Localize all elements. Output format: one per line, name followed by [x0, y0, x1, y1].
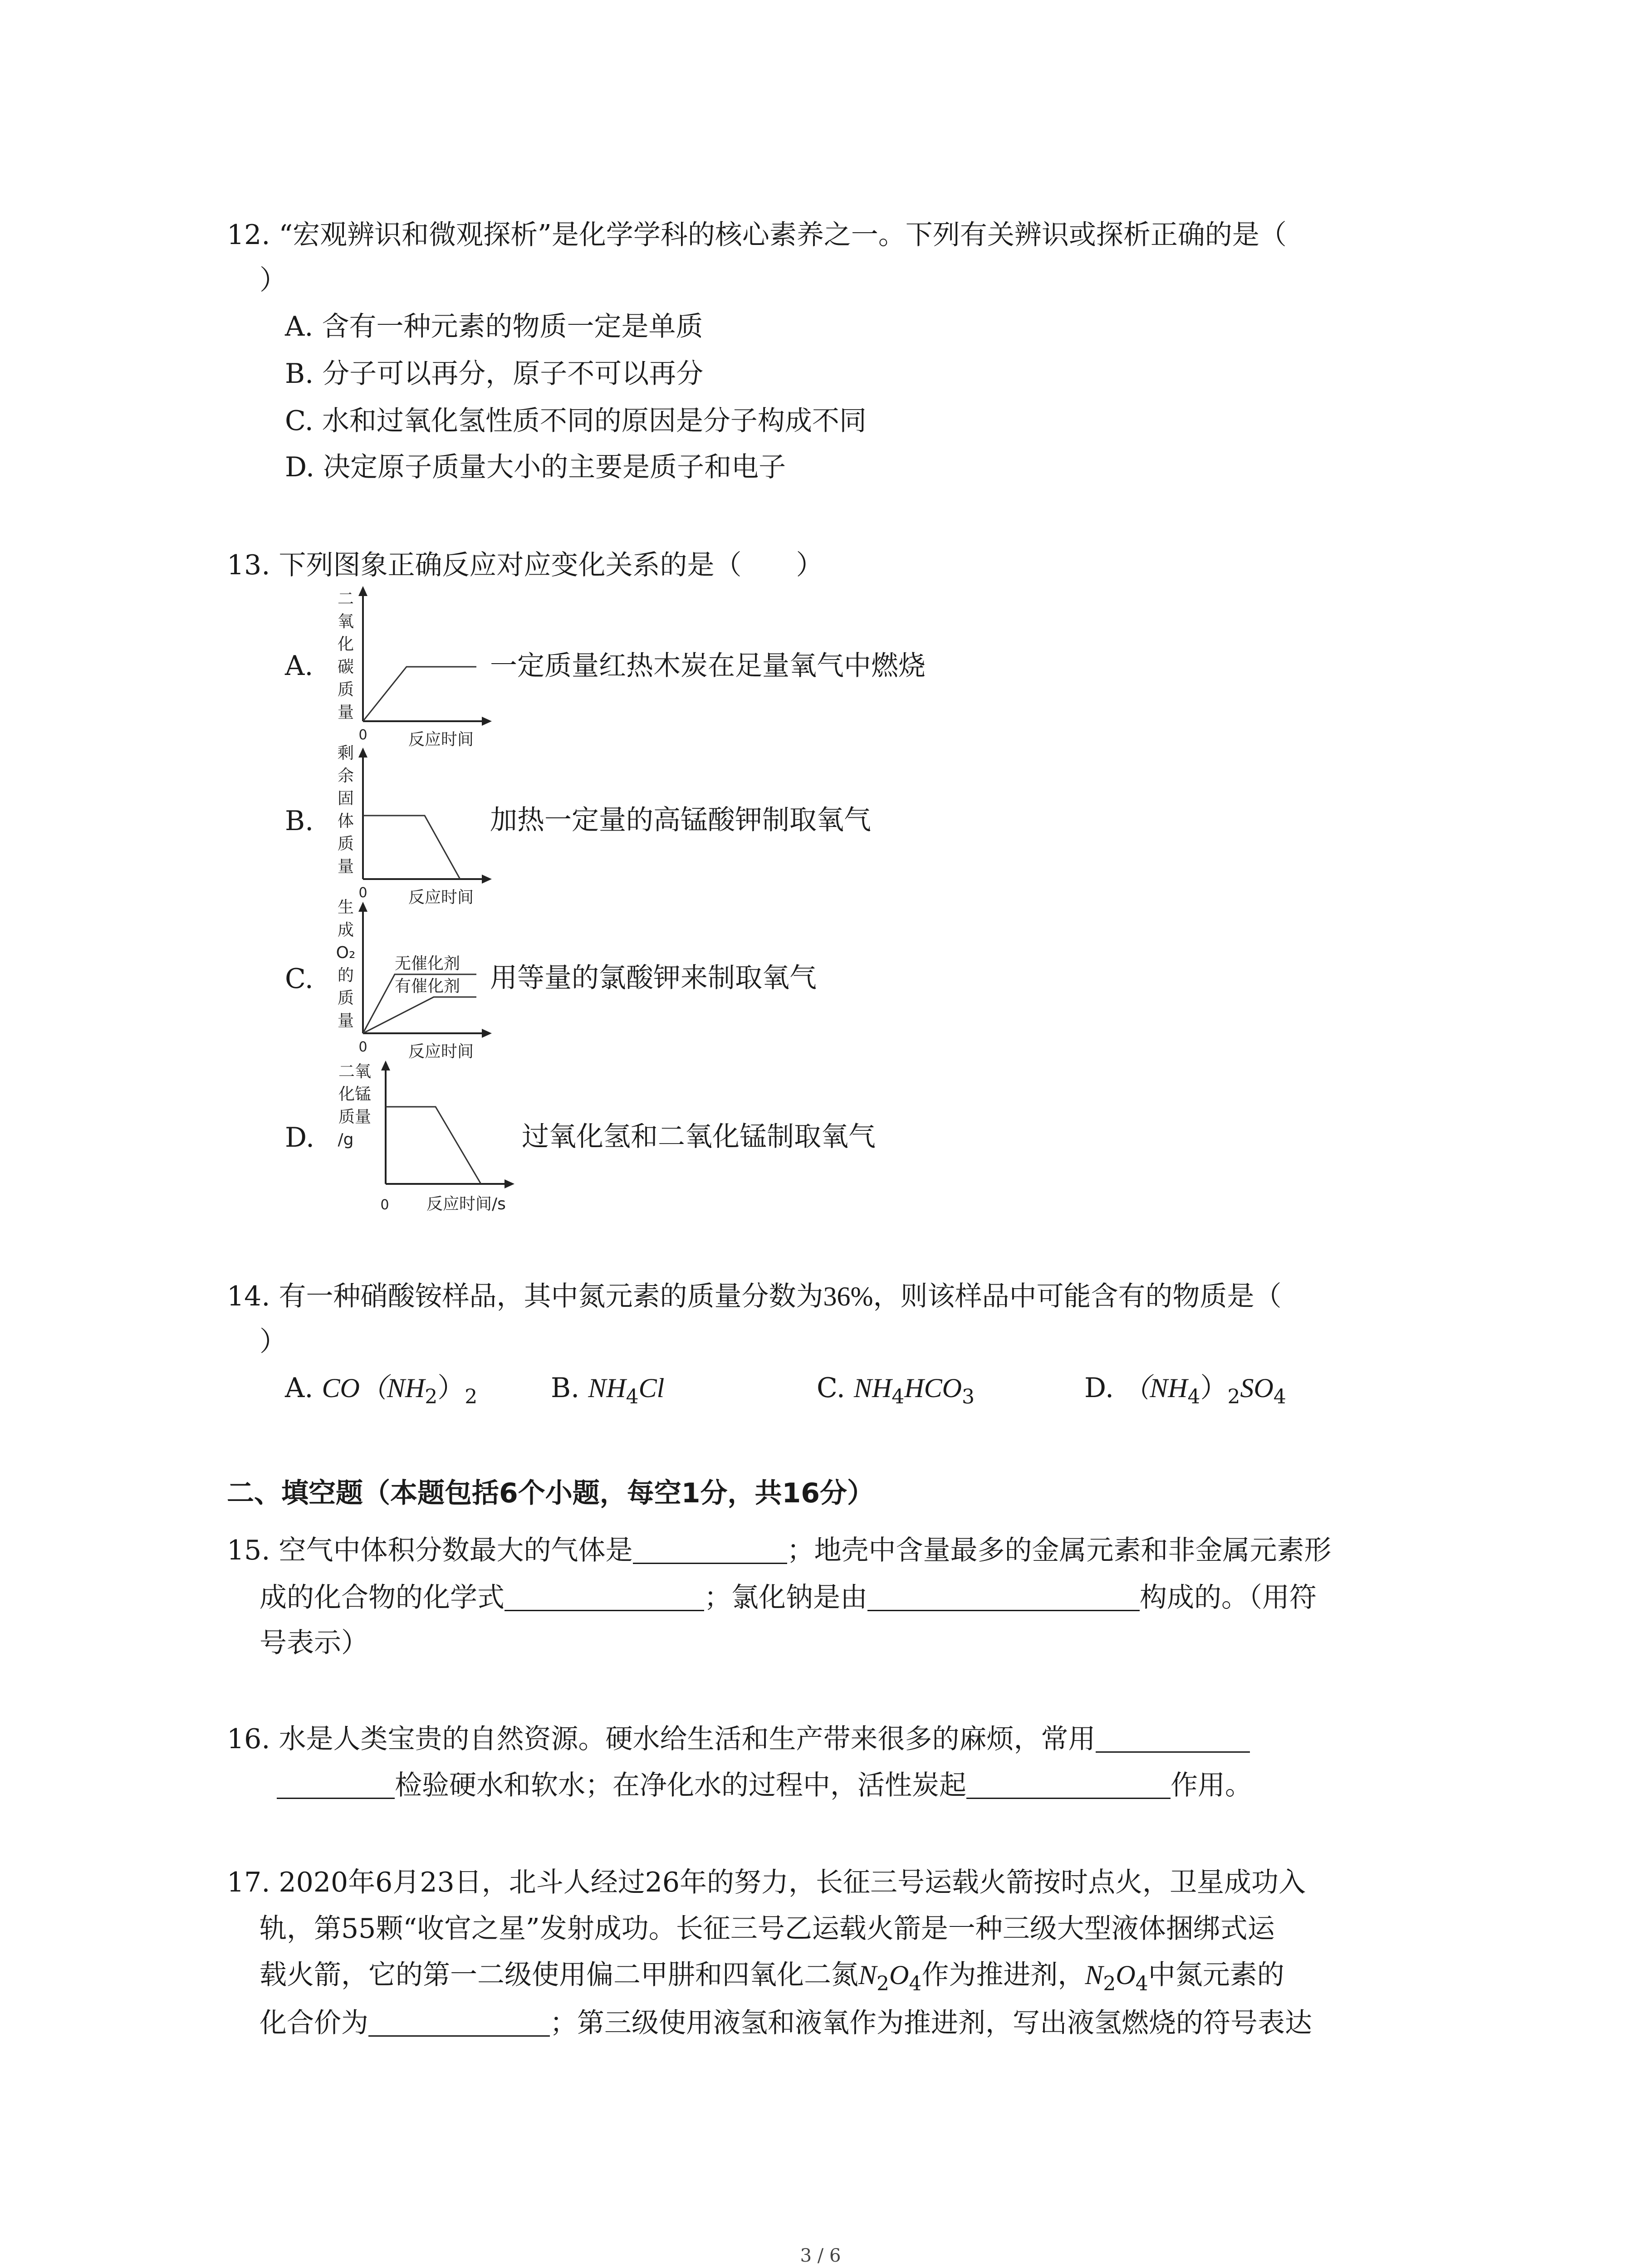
- x-axis-arrow: [482, 717, 492, 726]
- y-axis-label: [338, 744, 354, 876]
- q14-stem-line1: 14. 有一种硝酸铵样品，其中氮元素的质量分数为36%，则该样品中可能含有的物质是（: [227, 1281, 1282, 1312]
- q14-option-c: C. $NH_4HCO_3$: [817, 1372, 975, 1408]
- x-axis-arrow: [505, 1179, 514, 1188]
- svg-text:质量: 质量: [338, 1108, 372, 1126]
- q15-line1: 15. 空气中体积分数最大的气体是 ；地壳中含量最多的金属元素和非金属元素形: [227, 1535, 1332, 1566]
- q17-line3: 载火箭，它的第一二级使用偏二甲肼和四氧化二氮$N_2O_4$作为推进剂，$N_2O_4$中氮元素的: [260, 1959, 1284, 1995]
- q14-option-a: A. $CO(NH_2)_2$: [285, 1372, 478, 1408]
- svg-text:成: 成: [337, 921, 354, 939]
- svg-text:质: 质: [337, 680, 354, 699]
- q13-option-a-letter: A.: [285, 650, 314, 682]
- q16-line2: 检验硬水和软水；在净化水的过程中，活性炭起 作用。: [277, 1767, 1252, 1804]
- svg-text:生: 生: [337, 898, 354, 917]
- q14-option-d: D. $(NH_4)_2SO_4$: [1084, 1372, 1286, 1408]
- q13-graph-c: [327, 889, 499, 1061]
- x-axis-label: 反应时间: [408, 888, 474, 907]
- q13-option-d-letter: D.: [285, 1122, 315, 1154]
- q13-option-b-desc: 加热一定量的高锰酸钾制取氧气: [490, 804, 871, 836]
- x-axis-label: 反应时间: [408, 730, 474, 749]
- x-axis-label: 反应时间/s: [426, 1195, 506, 1213]
- y-axis-arrow: [381, 1061, 390, 1070]
- curve-label-with-catalyst: 有催化剂: [395, 977, 460, 996]
- svg-text:固: 固: [337, 789, 354, 808]
- q12-option-d: D. 决定原子质量大小的主要是质子和电子: [285, 451, 786, 483]
- q15-blank-1[interactable]: [633, 1534, 787, 1564]
- svg-text:化锰: 化锰: [338, 1085, 372, 1104]
- q15-blank-2[interactable]: [505, 1581, 704, 1611]
- svg-text:O₂: O₂: [336, 943, 356, 962]
- section2-title: 二、填空题（本题包括6个小题，每空1分，共16分）: [227, 1477, 874, 1509]
- y-axis-arrow: [358, 586, 367, 596]
- curve-label-no-catalyst: 无催化剂: [395, 954, 460, 973]
- q13-graph-b: [327, 735, 499, 907]
- q12-stem-line2: ）: [260, 264, 287, 296]
- curve: [363, 816, 460, 879]
- svg-text:剩: 剩: [337, 744, 354, 763]
- svg-text:量: 量: [337, 1012, 354, 1030]
- curve: [386, 1107, 481, 1184]
- q13-graph-d: [327, 1052, 526, 1225]
- q13-option-b-letter: B.: [285, 805, 314, 837]
- origin-label: 0: [358, 727, 367, 743]
- q17-line2: 轨，第55颗“收官之星”发射成功。长征三号乙运载火箭是一种三级大型液体捆绑式运: [260, 1913, 1275, 1945]
- q15-line3: 号表示）: [260, 1627, 368, 1659]
- q12-option-c: C. 水和过氧化氢性质不同的原因是分子构成不同: [285, 405, 867, 437]
- q14-option-b: B. $NH_4Cl$: [551, 1372, 665, 1408]
- y-axis-label: [338, 1062, 372, 1149]
- y-axis-label: [338, 590, 354, 722]
- y-axis-arrow: [358, 902, 367, 912]
- q16-blank-1a[interactable]: [1096, 1722, 1250, 1753]
- origin-label: 0: [358, 885, 367, 901]
- origin-label: 0: [380, 1197, 389, 1213]
- svg-text:化: 化: [337, 635, 354, 654]
- svg-text:/g: /g: [338, 1130, 354, 1149]
- svg-text:质: 质: [337, 835, 354, 853]
- q16-line1: 16. 水是人类宝贵的自然资源。硬水给生活和生产带来很多的麻烦，常用: [227, 1721, 1250, 1757]
- y-axis-label: [336, 898, 356, 1030]
- q15-line2: 成的化合物的化学式 ；氯化钠是由 构成的。（用符: [260, 1582, 1317, 1613]
- q17-blank-1[interactable]: [368, 2006, 550, 2037]
- page-number: 3 / 6: [800, 2245, 841, 2266]
- q12-option-a: A. 含有一种元素的物质一定是单质: [285, 311, 703, 342]
- curve: [363, 667, 476, 721]
- x-axis-arrow: [482, 1029, 492, 1038]
- svg-text:量: 量: [337, 857, 354, 876]
- svg-text:氧: 氧: [337, 612, 354, 631]
- y-axis-arrow: [358, 748, 367, 758]
- svg-text:二: 二: [337, 590, 354, 608]
- q13-graph-a: [327, 585, 499, 758]
- q12-option-b: B. 分子可以再分，原子不可以再分: [285, 358, 704, 390]
- svg-text:体: 体: [337, 812, 354, 831]
- q17-line1: 17. 2020年6月23日，北斗人经过26年的努力，长征三号运载火箭按时点火，卫星成功入: [227, 1867, 1306, 1898]
- q17-line4: 化合价为 ；第三级使用液氢和液氧作为推进剂，写出液氢燃烧的符号表达: [260, 2007, 1312, 2039]
- svg-text:碳: 碳: [337, 658, 354, 676]
- q15-blank-3[interactable]: [867, 1581, 1140, 1611]
- q12-stem-line1: 12. “宏观辨识和微观探析”是化学学科的核心素养之一。下列有关辨识或探析正确的是（: [227, 219, 1287, 251]
- origin-label: 0: [358, 1039, 367, 1055]
- q16-blank-2[interactable]: [966, 1769, 1171, 1799]
- q13-option-d-desc: 过氧化氢和二氧化锰制取氧气: [522, 1121, 876, 1153]
- q13-option-c-desc: 用等量的氯酸钾来制取氧气: [490, 962, 817, 994]
- svg-text:量: 量: [337, 703, 354, 722]
- x-axis-arrow: [482, 875, 492, 884]
- svg-text:二氧: 二氧: [338, 1062, 372, 1081]
- svg-text:质: 质: [337, 989, 354, 1007]
- q13-option-a-desc: 一定质量红热木炭在足量氧气中燃烧: [490, 650, 926, 682]
- q16-blank-1b[interactable]: [277, 1769, 395, 1799]
- q13-stem: 13. 下列图象正确反应对应变化关系的是（ ）: [227, 549, 823, 581]
- x-axis-label: 反应时间: [408, 1042, 474, 1061]
- q14-stem-line2: ）: [260, 1326, 287, 1358]
- q13-option-c-letter: C.: [285, 963, 314, 995]
- q14-percent: 36%: [823, 1281, 873, 1311]
- svg-text:余: 余: [337, 767, 354, 785]
- svg-text:的: 的: [337, 966, 354, 985]
